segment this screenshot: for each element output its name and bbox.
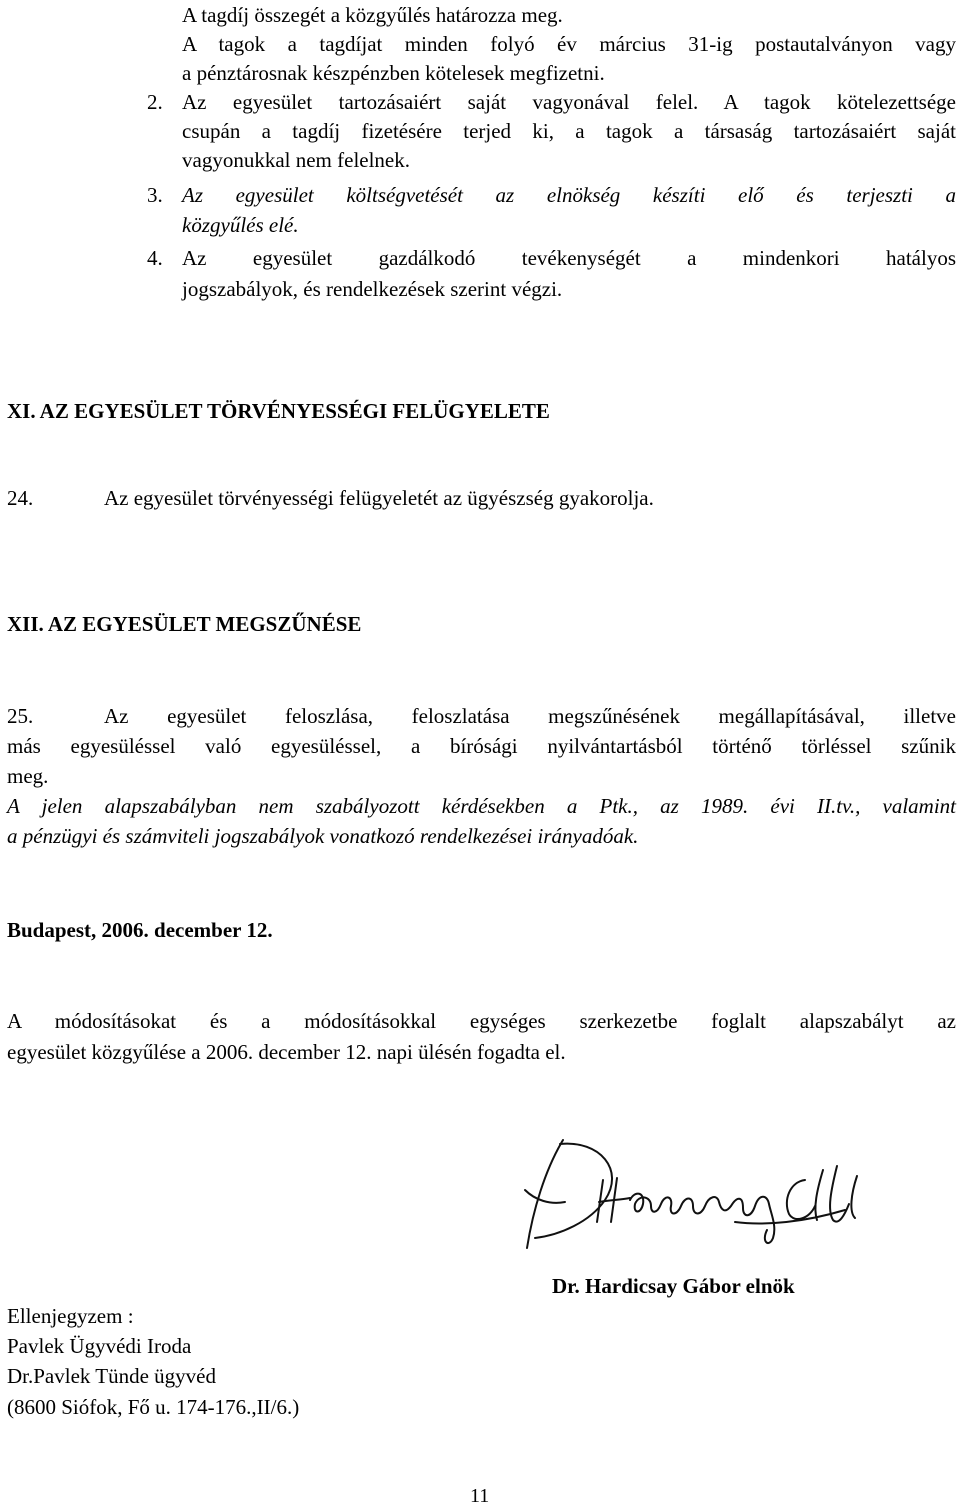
paragraph-line: A tagok a tagdíjat minden folyó év március 31-ig postautalványon vagy bbox=[182, 32, 956, 56]
item-number: 4. bbox=[147, 246, 163, 270]
page-number: 11 bbox=[470, 1485, 490, 1507]
paragraph-line: meg. bbox=[7, 764, 49, 788]
place-date: Budapest, 2006. december 12. bbox=[7, 918, 273, 942]
paragraph-line: Az egyesület feloszlása, feloszlatása megszűnésének megállapításával, illetve bbox=[104, 704, 956, 728]
countersign-line: Dr.Pavlek Tünde ügyvéd bbox=[7, 1364, 216, 1388]
paragraph-line: Az egyesület költségvetését az elnökség készíti elő és terjeszti a bbox=[182, 183, 956, 207]
section-number: 25. bbox=[7, 704, 34, 728]
paragraph-line: A módosításokat és a módosításokkal egységes szerkezetbe foglalt alapszabályt az bbox=[7, 1009, 956, 1033]
paragraph-line: Az egyesület törvényességi felügyeletét az ügyészség gyakorolja. bbox=[104, 486, 654, 510]
paragraph-line: A jelen alapszabályban nem szabályozott kérdésekben a Ptk., az 1989. évi II.tv., valamint bbox=[7, 794, 956, 818]
paragraph-line: jogszabályok, és rendelkezések szerint végzi. bbox=[182, 277, 563, 301]
section-number: 24. bbox=[7, 486, 34, 510]
paragraph-line: a pénztárosnak készpénzben kötelesek megfizetni. bbox=[182, 61, 605, 85]
paragraph-line: Az egyesület tartozásaiért saját vagyonával felel. A tagok kötelezettsége bbox=[182, 90, 956, 114]
countersign-line: Ellenjegyzem : bbox=[7, 1304, 134, 1328]
item-number: 3. bbox=[147, 183, 163, 207]
signature-image bbox=[505, 1130, 905, 1255]
paragraph-line: A tagdíj összegét a közgyűlés határozza meg. bbox=[182, 3, 563, 27]
paragraph-line: csupán a tagdíj fizetésére terjed ki, a tagok a társaság tartozásaiért saját bbox=[182, 119, 956, 143]
paragraph-line: közgyűlés elé. bbox=[182, 213, 299, 237]
item-number: 2. bbox=[147, 90, 163, 114]
section-heading: XII. AZ EGYESÜLET MEGSZŰNÉSE bbox=[7, 612, 362, 636]
section-heading: XI. AZ EGYESÜLET TÖRVÉNYESSÉGI FELÜGYELETE bbox=[7, 399, 550, 423]
signer-name: Dr. Hardicsay Gábor elnök bbox=[552, 1274, 795, 1298]
countersign-line: Pavlek Ügyvédi Iroda bbox=[7, 1334, 192, 1358]
paragraph-line: egyesület közgyűlése a 2006. december 12. napi ülésén fogadta el. bbox=[7, 1040, 566, 1064]
paragraph-line: Az egyesület gazdálkodó tevékenységét a mindenkori hatályos bbox=[182, 246, 956, 270]
paragraph-line: más egyesüléssel való egyesüléssel, a bírósági nyilvántartásból történő törléssel szűnik bbox=[7, 734, 956, 758]
paragraph-line: vagyonukkal nem felelnek. bbox=[182, 148, 411, 172]
paragraph-line: a pénzügyi és számviteli jogszabályok vonatkozó rendelkezései irányadóak. bbox=[7, 824, 639, 848]
countersign-line: (8600 Siófok, Fő u. 174-176.,II/6.) bbox=[7, 1395, 300, 1419]
